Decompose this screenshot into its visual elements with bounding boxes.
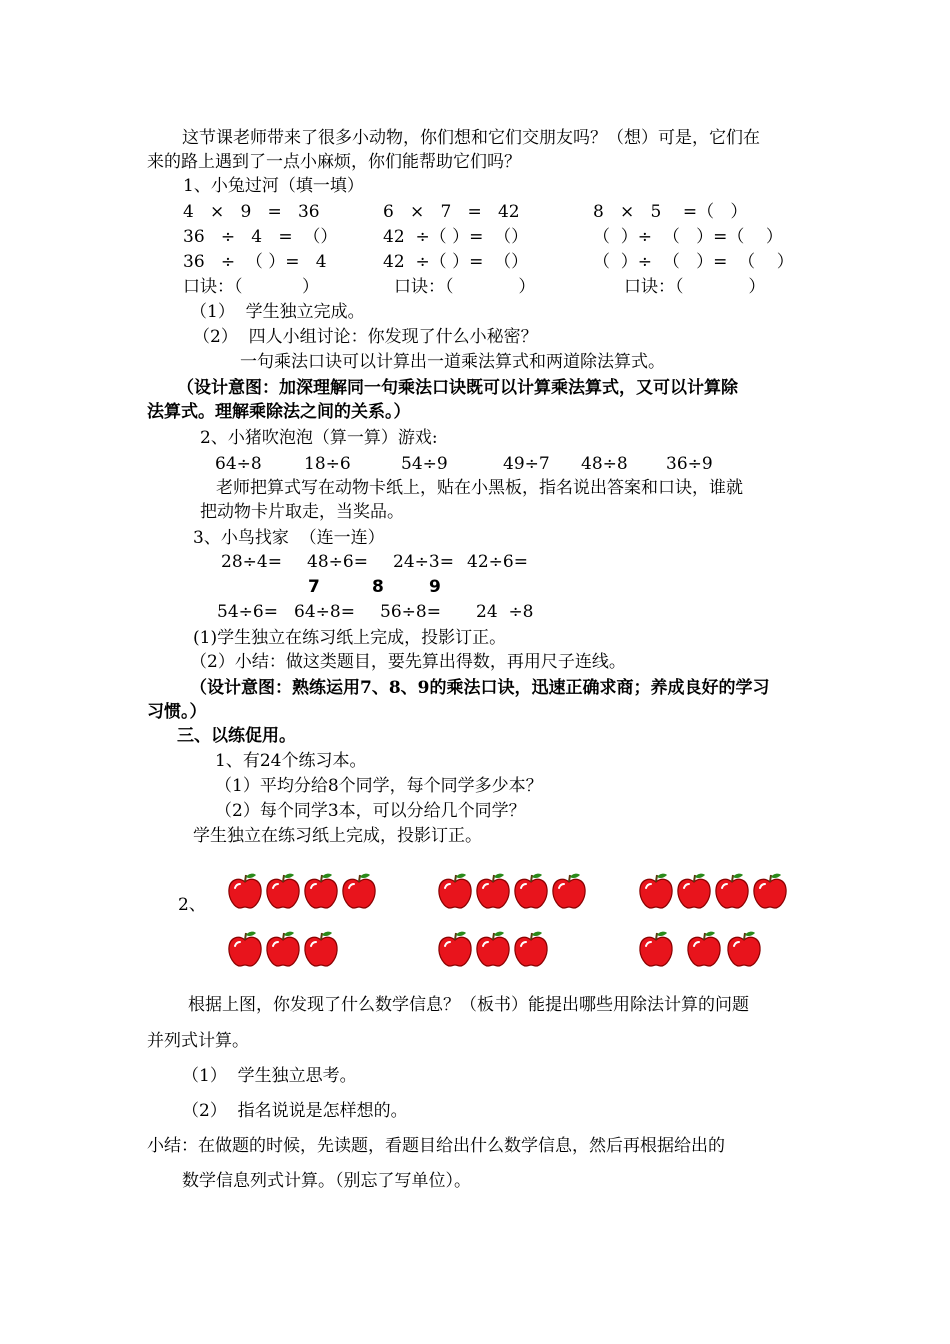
apple-icon — [341, 872, 377, 910]
apple-icon — [227, 872, 263, 910]
nest-top-4: 42÷6= — [467, 552, 528, 572]
section1-finding: 一句乘法口诀可以计算出一道乘法算式和两道除法算式。 — [240, 352, 665, 372]
intro-line-2: 来的路上遇到了一点小麻烦，你们能帮助它们吗？ — [147, 152, 521, 172]
section1-title: 1、小兔过河（填一填） — [183, 176, 364, 196]
eq-row2-col2: 42 ÷（ ）= （） — [383, 227, 529, 247]
apple-icon — [726, 930, 762, 968]
eq-row3-col3: （ ）÷ （ ）= （ ） — [593, 252, 794, 272]
q1-text: 1、有24个练习本。 — [215, 751, 367, 771]
q2-text-2: 并列式计算。 — [147, 1031, 249, 1051]
design-intent-2-line1: （设计意图：熟练运用7、8、9的乘法口诀，迅速正确求商；养成良好的学习 — [190, 678, 770, 698]
bubble-item-4: 49÷7 — [503, 454, 550, 474]
koujue-3: 口诀：（ ） — [624, 277, 766, 297]
apple-icon — [265, 930, 301, 968]
design-intent-1-line1: （设计意图：加深理解同一句乘法口诀既可以计算乘法算式，又可以计算除 — [177, 378, 738, 398]
apple-icon — [437, 930, 473, 968]
apple-icon — [714, 872, 750, 910]
nest-bottom-3: 56÷8= — [380, 602, 441, 622]
nest-bottom-4: 24 ÷8 — [476, 602, 534, 622]
intro-line-1: 这节课老师带来了很多小动物，你们想和它们交朋友吗？（想）可是，它们在 — [182, 128, 760, 148]
q1-note: 学生独立在练习纸上完成，投影订正。 — [193, 826, 482, 846]
eq-row1-col3: 8 × 5 =（ ） — [593, 202, 748, 222]
answer-9: 9 — [429, 577, 441, 597]
nest-top-3: 24÷3= — [393, 552, 454, 572]
apple-icon — [551, 872, 587, 910]
eq-row1-col2: 6 × 7 = 42 — [383, 202, 520, 222]
bubble-item-6: 36÷9 — [666, 454, 713, 474]
q2-text-1: 根据上图，你发现了什么数学信息？（板书）能提出哪些用除法计算的问题 — [188, 995, 749, 1015]
part3-heading: 三、以练促用。 — [177, 726, 296, 746]
q2-step1: （1） 学生独立思考。 — [182, 1066, 357, 1086]
q2-label: 2、 — [178, 895, 206, 915]
apple-icon — [752, 872, 788, 910]
nest-top-1: 28÷4= — [221, 552, 282, 572]
bubble-item-3: 54÷9 — [401, 454, 448, 474]
nest-bottom-2: 64÷8= — [294, 602, 355, 622]
apple-icon — [437, 872, 473, 910]
section3-step2: （2）小结：做这类题目，要先算出得数，再用尺子连线。 — [190, 652, 626, 672]
nest-bottom-1: 54÷6= — [217, 602, 278, 622]
bubble-item-5: 48÷8 — [581, 454, 628, 474]
apple-icon — [475, 872, 511, 910]
bubble-item-2: 18÷6 — [304, 454, 351, 474]
eq-row2-col3: （ ）÷ （ ）=（ ） — [593, 227, 783, 247]
design-intent-2-line2: 习惯。） — [147, 702, 207, 722]
apple-icon — [475, 930, 511, 968]
q1-sub-b: （2）每个同学3本，可以分给几个同学？ — [215, 801, 526, 821]
q2-step2: （2） 指名说说是怎样想的。 — [182, 1101, 408, 1121]
section3-title: 3、小鸟找家 （连一连） — [193, 528, 385, 548]
summary-line-2: 数学信息列式计算。（别忘了写单位）。 — [182, 1171, 471, 1191]
apple-icon — [303, 930, 339, 968]
section1-step1: （1） 学生独立完成。 — [190, 302, 365, 322]
section2-desc-2: 把动物卡片取走，当奖品。 — [200, 502, 404, 522]
nest-top-2: 48÷6= — [307, 552, 368, 572]
apple-icon — [686, 930, 722, 968]
section2-title: 2、小猪吹泡泡（算一算）游戏: — [200, 428, 438, 448]
answer-7: 7 — [308, 577, 320, 597]
eq-row1-col1: 4 × 9 = 36 — [183, 202, 320, 222]
apple-icon — [638, 930, 674, 968]
koujue-2: 口诀：（ ） — [394, 277, 536, 297]
q1-sub-a: （1）平均分给8个同学，每个同学多少本？ — [215, 776, 543, 796]
eq-row2-col1: 36 ÷ 4 = （） — [183, 227, 338, 247]
eq-row3-col2: 42 ÷（ ）= （） — [383, 252, 529, 272]
answer-8: 8 — [372, 577, 384, 597]
koujue-1: 口诀：（ ） — [183, 277, 319, 297]
section3-step1: (1)学生独立在练习纸上完成，投影订正。 — [193, 628, 507, 648]
apple-icon — [513, 872, 549, 910]
apple-icon — [303, 872, 339, 910]
bubble-item-1: 64÷8 — [215, 454, 262, 474]
apple-icon — [676, 872, 712, 910]
summary-line-1: 小结：在做题的时候，先读题，看题目给出什么数学信息，然后再根据给出的 — [147, 1136, 725, 1156]
eq-row3-col1: 36 ÷ （ ）= 4 — [183, 252, 327, 272]
apple-icon — [227, 930, 263, 968]
apple-icon — [513, 930, 549, 968]
apple-icon — [638, 872, 674, 910]
section2-desc-1: 老师把算式写在动物卡纸上，贴在小黑板，指名说出答案和口诀，谁就 — [216, 478, 743, 498]
section1-step2: （2） 四人小组讨论：你发现了什么小秘密？ — [193, 327, 538, 347]
design-intent-1-line2: 法算式。理解乘除法之间的关系。） — [147, 402, 411, 422]
apple-icon — [265, 872, 301, 910]
